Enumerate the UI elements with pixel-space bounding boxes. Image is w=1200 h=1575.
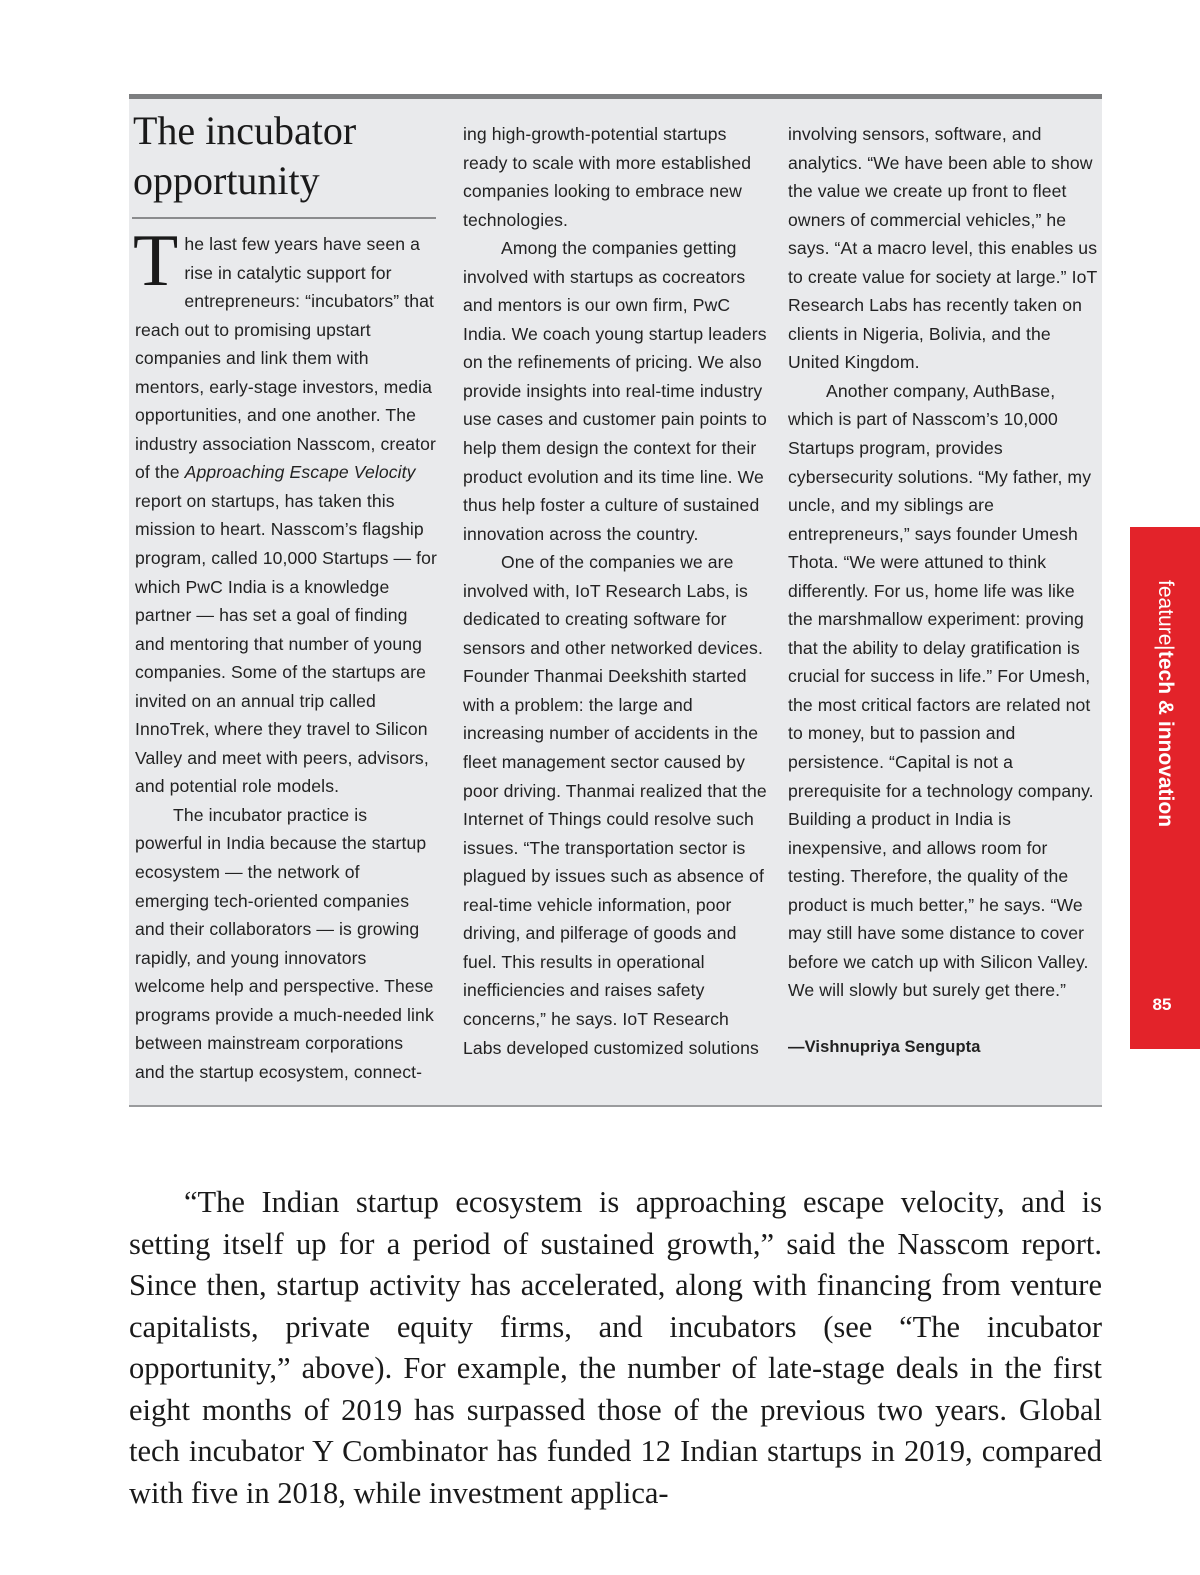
section-category: feature <box>1154 580 1177 646</box>
sidebar-paragraph: Another company, AuthBase, which is part of Nasscom’s 10,000 Startups program, provides cybersecurity solutions. “My father, my uncle, and my siblings are entrepreneurs,” says founder Umesh Thota. “We were attuned to think differently. For us, home life was like the marshmallow experiment: proving that the ability to delay gratification is crucial for success in life.” For Umesh, the most critical factors are related not to money, but to passion and persistence. “Capital is not a prerequisite for a technology company. Building a product in India is inexpensive, and allows room for testing. Therefore, the quality of the product is much better,” he says. “We may still have some distance to cover before we catch up with Silicon Valley. We will slowly but surely get there.” <box>788 380 1094 1001</box>
sidebar-paragraph: ing high-growth-potential startups ready to scale with more established companies looking to embrace new technologies. <box>463 124 752 230</box>
sidebar-title: The incubator opportunity <box>133 108 357 203</box>
sidebar-paragraph <box>133 220 437 801</box>
sidebar-column-2 <box>463 120 769 1062</box>
main-body-paragraph: “The Indian startup ecosystem is approaching escape velocity, and is setting itself up for a period of sustained growth,” said the Nasscom report. Since then, startup activity has accelerated, along with financing from venture capitalists, private equity firms, and incubators (see “The incubator opportunity,” above). For example, the number of late-stage deals in the first eight months of 2019 has surpassed those of the previous two years. Global tech incubator Y Combinator has funded 12 Indian startups in 2019, compared with five in 2018, while investment applica- <box>129 1185 1102 1510</box>
paragraph-text: he last few years have seen a rise in catalytic support for entrepreneurs: “incubators” that reach out to promising upstart companies and link them with mentors, early-stage investors, media opportunities, and one another. The industry association Nasscom, creator of the <box>135 234 436 483</box>
sidebar-paragraph: Among the companies getting involved with startups as cocreators and mentors is our own firm, PwC India. We coach young startup leaders on the refinements of pricing. We also provide insights into real-time industry use cases and customer pain points to help them design the context for their product evolution and its time line. We thus help foster a culture of sustained innovation across the country. <box>463 238 767 544</box>
sidebar-paragraph: involving sensors, software, and analytics. “We have been able to show the value we create up front to fleet owners of commercial vehicles,” he says. “At a macro level, this enables us to create value for society at large.” IoT Research Labs has recently taken on clients in Nigeria, Bolivia, and the United Kingdom. <box>788 124 1098 373</box>
drop-cap: T <box>133 220 179 302</box>
sidebar-column-1 <box>135 120 437 1086</box>
page-number: 85 <box>1152 995 1172 1014</box>
sidebar-paragraph: One of the companies we are involved with, IoT Research Labs, is dedicated to creating software for sensors and other networked devices. Founder Thanmai Deekshith started with a problem: the large and increasing number of accidents in the fleet management sector caused by poor driving. Thanmai realized that the Internet of Things could resolve such issues. “The transportation sector is plagued by issues such as absence of real-time vehicle information, poor driving, and pilferage of goods and fuel. This results in operational inefficiencies and raises safety concerns,” he says. IoT Research Labs developed customized solutions <box>463 552 767 1058</box>
paragraph-text: report on startups, has taken this mission to heart. Nasscom’s flagship program, called 10,000 Startups — for which PwC India is a knowledge partner — has set a goal of finding and mentoring that number of young companies. Some of the startups are invited on an annual trip called InnoTrek, where they travel to Silicon Valley and meet with peers, advisors, and potential role models. <box>135 490 437 797</box>
section-separator: | <box>1154 645 1177 651</box>
sidebar-column-3 <box>788 120 1098 1062</box>
author-byline: —Vishnupriya Sengupta <box>788 1037 981 1056</box>
section-tab-label <box>1147 580 1183 850</box>
report-title-italic: Approaching Escape Velocity <box>184 462 416 483</box>
section-name: tech & innovation <box>1154 650 1177 828</box>
sidebar-paragraph: The incubator practice is powerful in India because the startup ecosystem — the network of emerging tech-oriented companies and their collaborators — is growing rapidly, and young innovators welcome help and perspective. These programs provide a much-needed link between mainstream corporations and the startup ecosystem, connect- <box>135 804 434 1082</box>
